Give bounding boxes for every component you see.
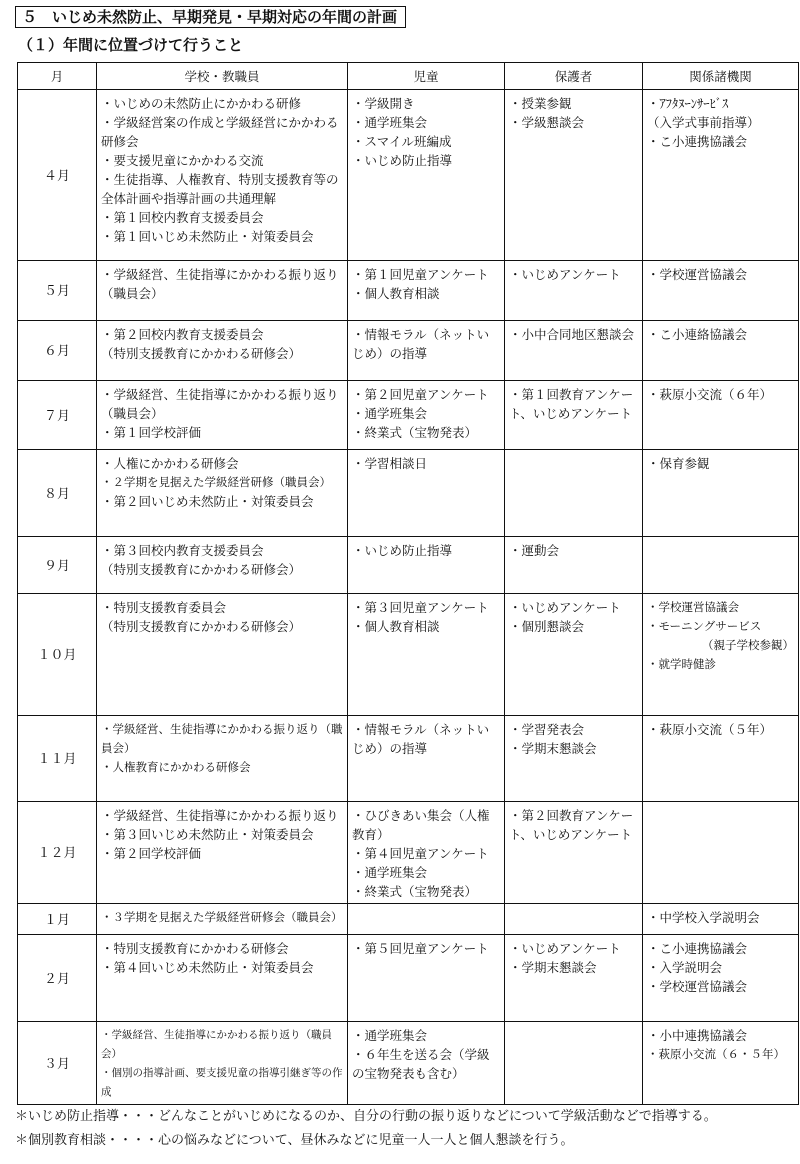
table-row [18, 716, 799, 802]
children-item: ・学習相談日 [352, 456, 428, 471]
children-cell [348, 716, 505, 802]
school-cell [97, 802, 348, 904]
parents-item: ・授業参観 [509, 96, 572, 111]
month-cell: ５月 [18, 261, 97, 321]
agencies-cell [643, 935, 799, 1022]
school-item: ・学級経営、生徒指導にかかわる振り返り（職員会） [101, 1029, 332, 1060]
agencies-item: ・小中連携協議会 [647, 1028, 748, 1043]
month-cell: １１月 [18, 716, 97, 802]
children-cell [348, 802, 505, 904]
parents-item: ・小中合同地区懇談会 [509, 327, 635, 342]
children-cell [348, 935, 505, 1022]
agencies-cell [643, 904, 799, 935]
school-cell [97, 594, 348, 716]
school-item: ・学級経営、生徒指導にかかわる振り返り（職員会） [101, 722, 343, 755]
school-item: ・特別支援教育委員会 [101, 600, 227, 615]
school-item: ・第３回いじめ未然防止・対策委員会 [101, 827, 314, 842]
agencies-item: ・学校運営協議会 [647, 267, 748, 282]
school-cell [97, 935, 348, 1022]
school-cell [97, 90, 348, 261]
children-cell [348, 1022, 505, 1105]
children-cell [348, 537, 505, 594]
school-item: ・第４回いじめ未然防止・対策委員会 [101, 960, 314, 975]
school-item: ・２学期を見据えた学級経営研修（職員会） [101, 475, 331, 489]
school-cell [97, 1022, 348, 1105]
table-row [18, 935, 799, 1022]
parents-cell [505, 802, 643, 904]
school-item: （特別支援教育にかかわる研修会） [101, 562, 302, 577]
agencies-item: ・こ小連絡協議会 [647, 327, 748, 342]
annual-plan-table [17, 62, 799, 1105]
parents-item: ・学級懇談会 [509, 115, 585, 130]
children-item: ・第４回児童アンケート [352, 846, 489, 861]
header-children: 児童 [348, 63, 505, 90]
school-item: ・第２回いじめ未然防止・対策委員会 [101, 494, 314, 509]
agencies-item: ・萩原小交流（６年） [647, 387, 773, 402]
parents-item: ・学習発表会 [509, 722, 585, 737]
children-cell [348, 90, 505, 261]
agencies-cell [643, 90, 799, 261]
table-row [18, 450, 799, 537]
school-item: ・学級経営案の作成と学級経営にかかわる研修会 [101, 115, 339, 149]
children-item: ・スマイル班編成 [352, 134, 452, 149]
header-parents: 保護者 [505, 63, 643, 90]
footnote-individual-counseling: ＊個別教育相談・・・・心の悩みなどについて、昼休みなどに児童一人一人と個人懇談を行う。 [15, 1133, 574, 1148]
children-item: ・情報モラル（ネットいじめ）の指導 [352, 327, 490, 361]
children-cell [348, 904, 505, 935]
month-cell: ２月 [18, 935, 97, 1022]
parents-cell [505, 261, 643, 321]
agencies-item: （入学式事前指導） [647, 115, 760, 130]
agencies-item: （親子学校参観） [702, 638, 794, 652]
school-item: （特別支援教育にかかわる研修会） [101, 346, 302, 361]
school-item: ・人権にかかわる研修会 [101, 456, 239, 471]
agencies-item: ・就学時健診 [647, 657, 716, 671]
table-row [18, 381, 799, 450]
agencies-cell [643, 450, 799, 537]
school-cell [97, 537, 348, 594]
parents-cell [505, 716, 643, 802]
parents-cell [505, 90, 643, 261]
header-school-staff: 学校・教職員 [97, 63, 348, 90]
parents-cell [505, 904, 643, 935]
children-item: ・第５回児童アンケート [352, 941, 489, 956]
school-item: ・第１回校内教育支援委員会 [101, 210, 264, 225]
children-item: ・ひびきあい集会（人権教育） [352, 808, 490, 842]
agencies-item: ・モーニングサービス [647, 619, 762, 633]
agencies-cell [643, 537, 799, 594]
children-item: ・個人教育相談 [352, 619, 440, 634]
parents-item: ・第２回教育アンケート、いじめアンケート [509, 808, 634, 842]
school-item: ・学級経営、生徒指導にかかわる振り返り [101, 808, 339, 823]
parents-cell [505, 594, 643, 716]
agencies-cell [643, 381, 799, 450]
school-item: ・要支援児童にかかわる交流 [101, 153, 264, 168]
children-item: ・通学班集会 [352, 865, 428, 880]
agencies-item: ・萩原小交流（６・５年） [647, 1047, 785, 1061]
children-cell [348, 450, 505, 537]
children-item: ・第３回児童アンケート [352, 600, 489, 615]
children-item: ・通学班集会 [352, 1028, 428, 1043]
agencies-cell [643, 321, 799, 381]
header-month: 月 [18, 63, 97, 90]
header-agencies: 関係諸機関 [643, 63, 799, 90]
school-item: ・３学期を見据えた学級経営研修会（職員会） [101, 910, 343, 924]
table-row [18, 261, 799, 321]
month-cell: ４月 [18, 90, 97, 261]
parents-cell [505, 537, 643, 594]
parents-item: ・運動会 [509, 543, 560, 558]
children-item: ・６年生を送る会（学級の宝物発表も含む） [352, 1047, 490, 1081]
children-cell [348, 381, 505, 450]
children-item: ・いじめ防止指導 [352, 153, 453, 168]
table-row [18, 594, 799, 716]
children-item: ・通学班集会 [352, 115, 428, 130]
school-item: ・第３回校内教育支援委員会 [101, 543, 264, 558]
agencies-item: ・ｱﾌﾀﾇｰﾝｻｰﾋﾞｽ [647, 96, 729, 111]
table-row [18, 321, 799, 381]
agencies-item: ・萩原小交流（５年） [647, 722, 773, 737]
school-item: ・第１回学校評価 [101, 425, 202, 440]
parents-item: ・いじめアンケート [509, 600, 621, 615]
school-item: ・学級経営、生徒指導にかかわる振り返り（職員会） [101, 267, 339, 301]
school-cell [97, 381, 348, 450]
children-item: ・情報モラル（ネットいじめ）の指導 [352, 722, 490, 756]
children-item: ・通学班集会 [352, 406, 428, 421]
school-item: ・人権教育にかかわる研修会 [101, 760, 251, 774]
parents-cell [505, 935, 643, 1022]
agencies-item: ・学校運営協議会 [647, 600, 739, 614]
agencies-cell [643, 594, 799, 716]
agencies-cell [643, 802, 799, 904]
agencies-item: ・こ小連携協議会 [647, 134, 748, 149]
school-cell [97, 261, 348, 321]
school-cell [97, 321, 348, 381]
agencies-item: ・中学校入学説明会 [647, 910, 760, 925]
school-item: （特別支援教育にかかわる研修会） [101, 619, 302, 634]
children-cell [348, 321, 505, 381]
agencies-item: ・こ小連携協議会 [647, 941, 748, 956]
table-row [18, 1022, 799, 1105]
school-item: ・生徒指導、人権教育、特別支援教育等の全体計画や指導計画の共通理解 [101, 172, 339, 206]
parents-item: ・学期末懇談会 [509, 960, 597, 975]
agencies-item: ・学校運営協議会 [647, 979, 748, 994]
children-cell [348, 594, 505, 716]
month-cell: １２月 [18, 802, 97, 904]
school-cell [97, 450, 348, 537]
month-cell: ３月 [18, 1022, 97, 1105]
table-row [18, 90, 799, 261]
parents-item: ・学期末懇談会 [509, 741, 597, 756]
children-item: ・個人教育相談 [352, 286, 440, 301]
footnotes [15, 1105, 795, 1153]
subsection-title: （１）年間に位置づけて行うこと [18, 36, 244, 54]
month-cell: ８月 [18, 450, 97, 537]
month-cell: ９月 [18, 537, 97, 594]
children-item: ・いじめ防止指導 [352, 543, 453, 558]
month-cell: ７月 [18, 381, 97, 450]
school-item: ・個別の指導計画、要支援児童の指導引継ぎ等の作成 [101, 1067, 343, 1098]
children-cell [348, 261, 505, 321]
parents-item: ・第１回教育アンケート、いじめアンケート [509, 387, 634, 421]
parents-item: ・いじめアンケート [509, 267, 621, 282]
table-row [18, 537, 799, 594]
month-cell: １０月 [18, 594, 97, 716]
parents-cell [505, 450, 643, 537]
section-title: ５ いじめ未然防止、早期発見・早期対応の年間の計画 [15, 6, 406, 28]
children-item: ・終業式（宝物発表） [352, 425, 478, 440]
agencies-cell [643, 716, 799, 802]
school-cell [97, 716, 348, 802]
school-item: ・いじめの未然防止にかかわる研修 [101, 96, 302, 111]
school-item: ・第２回校内教育支援委員会 [101, 327, 264, 342]
footnote-bullying-prevention: ＊いじめ防止指導・・・どんなことがいじめになるのか、自分の行動の振り返りなどについて学級活動などで指導する。 [15, 1109, 717, 1124]
school-cell [97, 904, 348, 935]
children-item: ・学級開き [352, 96, 415, 111]
parents-item: ・いじめアンケート [509, 941, 621, 956]
table-header-row [18, 63, 799, 90]
parents-cell [505, 1022, 643, 1105]
parents-item: ・個別懇談会 [509, 619, 585, 634]
parents-cell [505, 381, 643, 450]
school-item: ・学級経営、生徒指導にかかわる振り返り（職員会） [101, 387, 339, 421]
month-cell: ６月 [18, 321, 97, 381]
school-item: ・第２回学校評価 [101, 846, 202, 861]
children-item: ・第２回児童アンケート [352, 387, 489, 402]
children-item: ・第１回児童アンケート [352, 267, 489, 282]
table-row [18, 802, 799, 904]
agencies-item: ・入学説明会 [647, 960, 723, 975]
agencies-item: ・保育参観 [647, 456, 710, 471]
table-row [18, 904, 799, 935]
agencies-cell [643, 1022, 799, 1105]
school-item: ・第１回いじめ未然防止・対策委員会 [101, 229, 314, 244]
month-cell: １月 [18, 904, 97, 935]
agencies-cell [643, 261, 799, 321]
parents-cell [505, 321, 643, 381]
school-item: ・特別支援教育にかかわる研修会 [101, 941, 289, 956]
children-item: ・終業式（宝物発表） [352, 884, 478, 899]
